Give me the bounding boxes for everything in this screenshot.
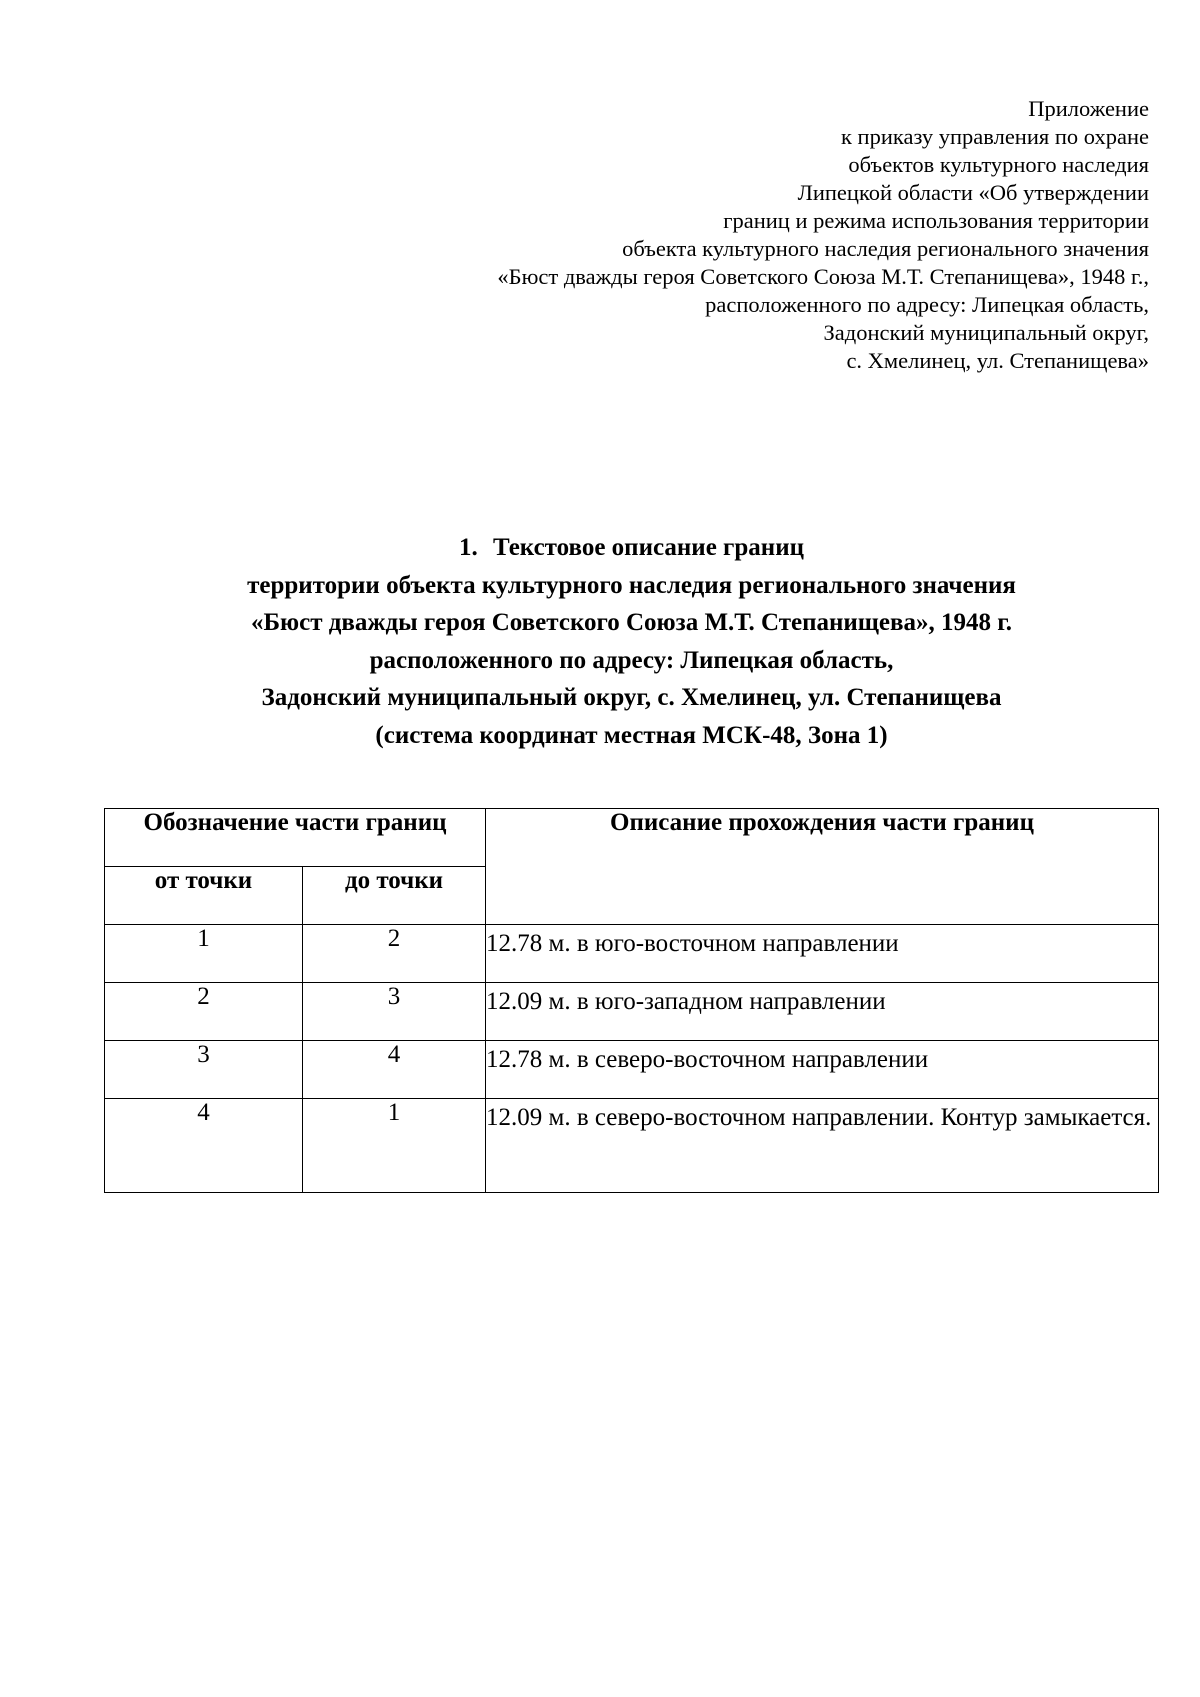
table-row (105, 925, 1159, 983)
appendix-line: расположенного по адресу: Липецкая область, (705, 292, 1149, 317)
cell-from-point: 1 (105, 925, 303, 983)
header-to-point: до точки (303, 867, 486, 925)
boundary-table (104, 808, 1159, 1193)
cell-to-point: 3 (303, 983, 486, 1041)
heading-line: Задонский муниципальный округ, с. Хмелинец, ул. Степанищева (261, 684, 1002, 711)
header-boundary-part: Обозначение части границ (105, 809, 486, 867)
heading-line: «Бюст дважды героя Советского Союза М.Т. Степанищева», 1948 г. (250, 609, 1013, 636)
heading-line: (система координат местная МСК-48, Зона 1) (375, 721, 888, 749)
cell-from-point: 2 (105, 983, 303, 1041)
cell-description: 12.78 м. в юго-восточном направлении (486, 925, 1159, 983)
table-row (105, 1099, 1159, 1193)
appendix-line: объекта культурного наследия регионального значения (622, 236, 1149, 261)
appendix-line: границ и режима использования территории (723, 208, 1149, 233)
appendix-line: с. Хмелинец, ул. Степанищева» (846, 348, 1149, 373)
section-heading (0, 529, 1200, 754)
appendix-line: объектов культурного наследия (848, 152, 1149, 177)
heading-number: 1. (458, 534, 478, 561)
appendix-line: Приложение (1028, 96, 1149, 121)
cell-description: 12.78 м. в северо-восточном направлении (486, 1041, 1159, 1099)
table-row (105, 1041, 1159, 1099)
heading-line: территории объекта культурного наследия регионального значения (247, 571, 1016, 599)
cell-to-point: 1 (303, 1099, 486, 1193)
appendix-block (349, 95, 1149, 375)
appendix-line: к приказу управления по охране (840, 124, 1149, 149)
heading-title-line (0, 529, 1200, 567)
cell-from-point: 3 (105, 1041, 303, 1099)
header-description: Описание прохождения части границ (486, 809, 1159, 925)
heading-line: расположенного по адресу: Липецкая область, (369, 646, 894, 674)
table-row (105, 983, 1159, 1041)
cell-description: 12.09 м. в юго-западном направлении (486, 983, 1159, 1041)
cell-from-point: 4 (105, 1099, 303, 1193)
cell-description: 12.09 м. в северо-восточном направлении. Контур замыкается. (486, 1099, 1159, 1193)
appendix-line: Задонский муниципальный округ, (823, 320, 1149, 345)
cell-to-point: 2 (303, 925, 486, 983)
appendix-line: «Бюст дважды героя Советского Союза М.Т. Степанищева», 1948 г., (497, 264, 1149, 289)
appendix-line: Липецкой области «Об утверждении (797, 180, 1149, 205)
header-from-point: от точки (105, 867, 303, 925)
heading-line: Текстовое описание границ (492, 534, 805, 561)
table-header-row (105, 809, 1159, 867)
cell-to-point: 4 (303, 1041, 486, 1099)
